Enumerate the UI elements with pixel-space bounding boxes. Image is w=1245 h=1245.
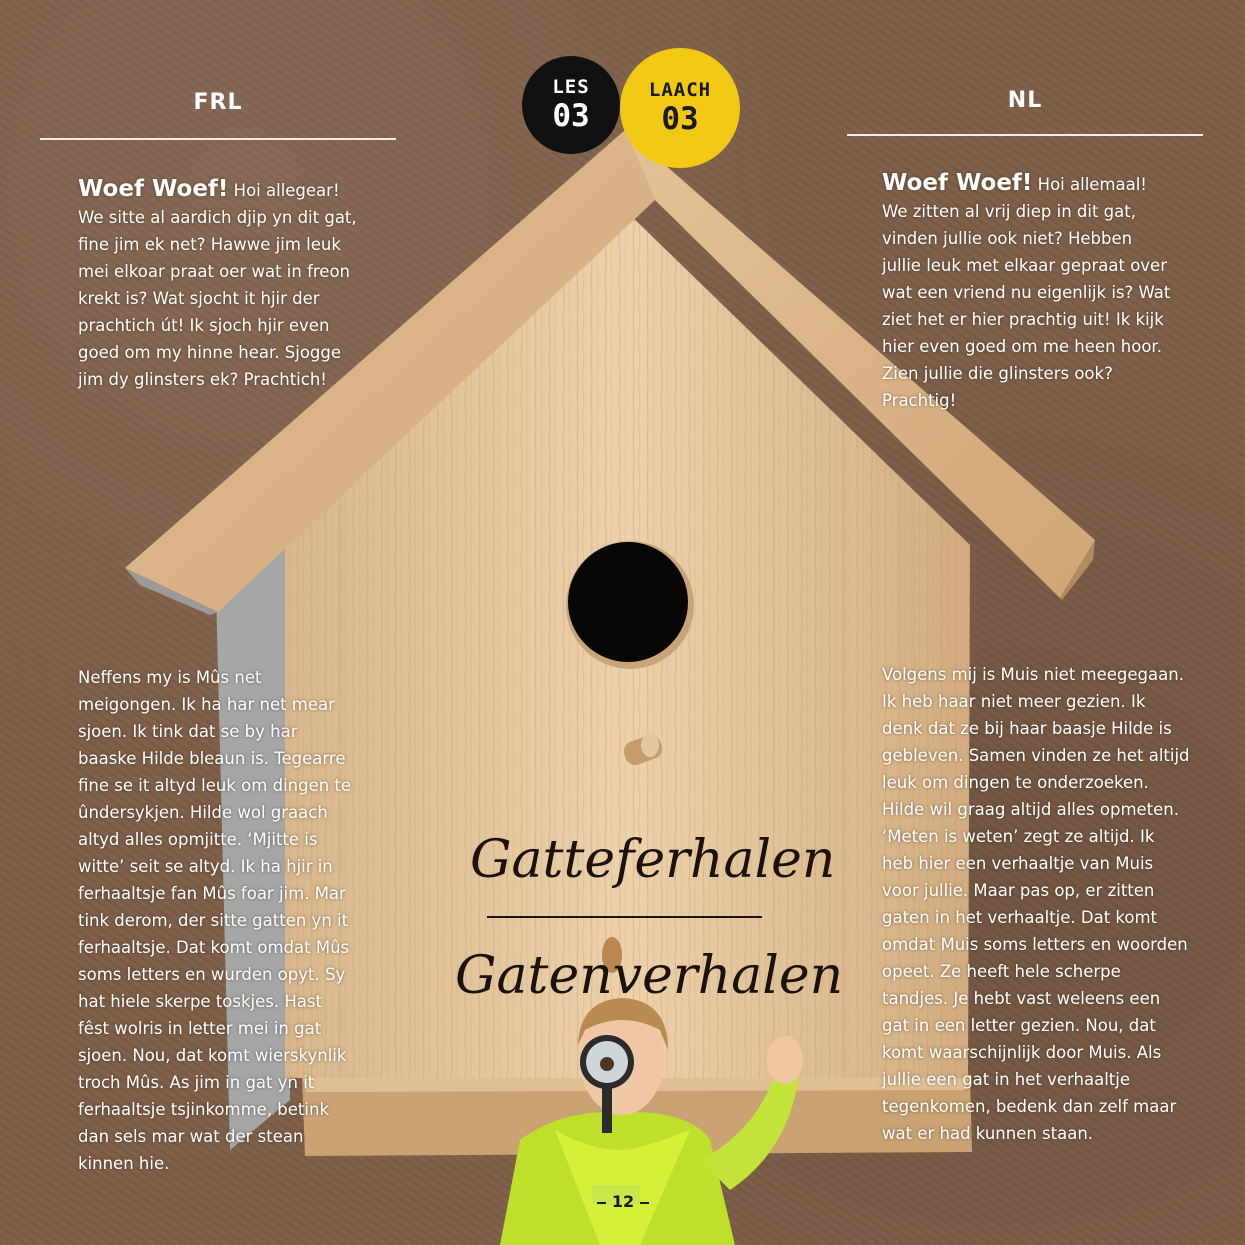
nl-intro-heading: Woef Woef!	[882, 170, 1033, 196]
nl-header: NL	[1007, 88, 1043, 113]
les-badge	[522, 56, 620, 154]
frl-intro	[78, 176, 363, 393]
nl-header-rule	[847, 134, 1203, 136]
laach-badge-label: LAACH	[648, 79, 712, 101]
frl-body: Neffens my is Mûs net meigongen. Ik ha har net mear sjoen. Ik tink dat se by har baaske Hilde bleaun is. Tegearre fine se it altyd leuk om dingen te ûndersykjen. Hilde wol graach altyd alles opmjitte. ‘Mjitte is witte’ seit se altyd. Ik ha hjir in ferhaaltsje fan Mûs foar jim. Mar tink derom, der sitte gatten yn it ferhaaltsje. Dat komt omdat Mûs soms letters en wurden opyt. Sy hat hiele skerpe toskjes. Hast fêst wolris in letter mei in gat sjoen. Nou, dat komt wierskynlik troch Mûs. As jim in gat yn it ferhaaltsje tsjinkomme, betink dan sels mar wat der stean kinnen hie.	[78, 668, 352, 1173]
les-badge-label: LES	[552, 76, 590, 98]
title-nl: Gatenverhalen	[455, 946, 844, 1006]
frl-header-rule	[40, 138, 396, 140]
frl-intro-text: Hoi allegear! We sitte al aardich djip yn dit gat, fine jim ek net? Hawwe jim leuk mei elkoar praat oer wat in freon krekt is? Wat sjocht it hjir der prachtich út! Ik sjoch hjir even goed om my hinne hear. Sjogge jim dy glinsters ek? Prachtich!	[78, 181, 357, 389]
laach-badge	[620, 48, 740, 168]
title-frl: Gatteferhalen	[470, 830, 836, 890]
nl-intro-text: Hoi allemaal! We zitten al vrij diep in dit gat, vinden jullie ook niet? Hebben jullie leuk met elkaar gepraat over wat een vriend nu eigenlijk is? Wat ziet het er hier prachtig uit! Ik kijk hier even goed om me heen hoor. Zien jullie die glinsters ook? Prachtig!	[882, 175, 1171, 410]
page-number: 12	[611, 1192, 635, 1211]
nl-intro	[882, 170, 1174, 414]
les-badge-number: 03	[552, 98, 590, 134]
nl-body: Volgens mij is Muis niet meegegaan. Ik heb haar niet meer gezien. Ik denk dat ze bij haar baasje Hilde is gebleven. Samen vinden ze het altijd leuk om dingen te onderzoeken. Hilde wil graag altijd alles opmeten. ‘Meten is weten’ zegt ze altijd. Ik heb hier een verhaaltje van Muis voor jullie. Maar pas op, er zitten gaten in het verhaaltje. Dat komt omdat Muis soms letters en woorden opeet. Ze heeft hele scherpe tandjes. Je hebt vast weleens een gat in een letter gezien. Nou, dat komt waarschijnlijk door Muis. Als jullie een gat in het verhaaltje tegenkomen, bedenk dan zelf maar wat er had kunnen staan.	[882, 665, 1190, 1143]
laach-badge-number: 03	[661, 101, 699, 137]
frl-intro-heading: Woef Woef!	[78, 176, 229, 202]
frl-header: FRL	[193, 90, 243, 115]
entrance-hole	[568, 542, 688, 662]
